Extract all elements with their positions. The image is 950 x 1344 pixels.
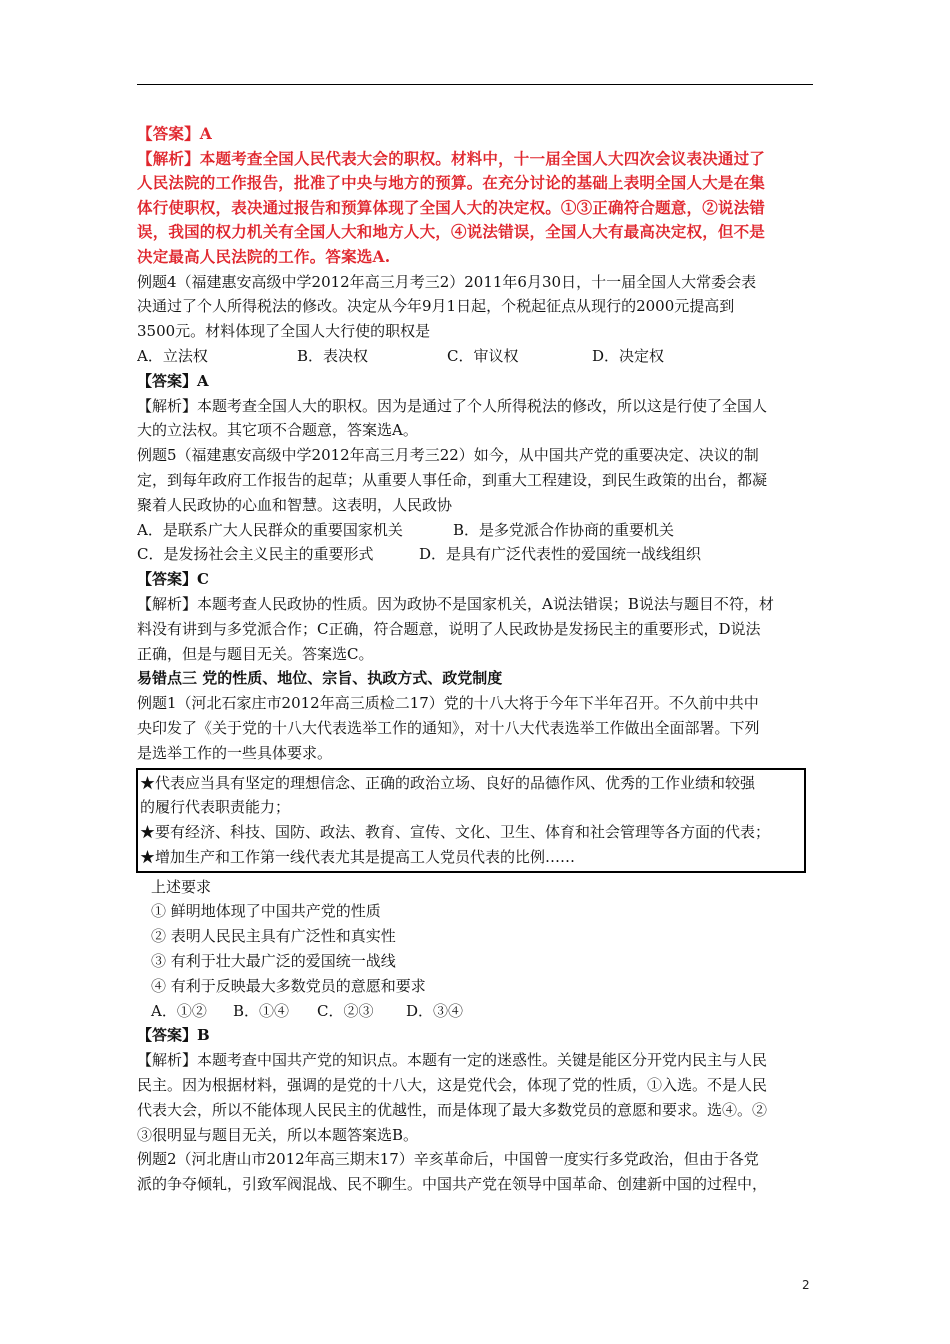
question-line: 央印发了《关于党的十八大代表选举工作的通知》，对十八大代表选举工作做出全面部署。下列 <box>137 718 760 737</box>
analysis-line: 正确，但是与题目无关。答案选C。 <box>137 644 374 663</box>
options-row <box>137 518 813 543</box>
analysis-line: 大的立法权。其它项不合题意，答案选A。 <box>137 421 418 440</box>
analysis-line: 误，我国的权力机关有全国人大和地方人大，④说法错误，全国人大有最高决定权，但不是 <box>137 222 766 242</box>
analysis-line: 【解析】本题考查人民政协的性质。因为政协不是国家机关，A说法错误；B说法与题目不符，材 <box>137 594 774 613</box>
option-d: D．是具有广泛代表性的爱国统一战线组织 <box>419 545 702 564</box>
analysis-line: 体行使职权，表决通过报告和预算体现了全国人大的决定权。①③正确符合题意，②说法错 <box>137 197 766 217</box>
question-line: 例题2（河北唐山市2012年高三期末17）辛亥革命后，中国曾一度实行多党政治，但由于各党 <box>137 1150 759 1169</box>
question-line: 定，到每年政府工作报告的起草；从重要人事任命，到重大工程建设，到民生政策的出台，都凝 <box>137 470 768 489</box>
analysis-line: 人民法院的工作报告，批准了中央与地方的预算。在充分讨论的基础上表明全国人大是在集 <box>137 173 766 193</box>
option-b: B．是多党派合作协商的重要机关 <box>453 520 675 539</box>
analysis-line: 【解析】本题考查中国共产党的知识点。本题有一定的迷惑性。关键是能区分开党内民主与人民 <box>137 1051 768 1070</box>
material-line: 的履行代表职责能力； <box>140 798 291 817</box>
example-1 <box>137 691 813 1147</box>
answer-label: 【答案】A <box>137 124 213 143</box>
option-d: D．③④ <box>406 1001 464 1020</box>
example-2 <box>137 1147 813 1197</box>
option-c: C．②③ <box>317 1001 374 1020</box>
question-line: 是选举工作的一些具体要求。 <box>137 743 333 762</box>
material-line: ★要有经济、科技、国防、政法、教育、宣传、文化、卫生、体育和社会管理等各方面的代表； <box>140 823 771 842</box>
previous-answer-block <box>137 122 813 270</box>
option-b: B．①④ <box>233 1001 290 1020</box>
question-line: 聚着人民政协的心血和智慧。这表明，人民政协 <box>137 495 453 514</box>
analysis-line: 【解析】本题考查全国人大的职权。因为是通过了个人所得税法的修改，所以这是行使了全国人 <box>137 396 768 415</box>
option-a: A．①② <box>151 1001 207 1020</box>
question-line: 3500元。材料体现了全国人大行使的职权是 <box>137 322 431 341</box>
option-b: B．表决权 <box>297 346 369 365</box>
question-line: 例题1（河北石家庄市2012年高三质检二17）党的十八大将于今年下半年召开。不久前中共中 <box>137 694 759 713</box>
option-d: D．决定权 <box>592 346 665 365</box>
question-line: 派的争夺倾轧，引致军阀混战、民不聊生。中国共产党在领导中国革命、创建新中国的过程中， <box>137 1175 768 1194</box>
material-box <box>136 768 806 873</box>
options-row <box>137 344 813 369</box>
statement: ④ 有利于反映最大多数党员的意愿和要求 <box>151 976 426 995</box>
page-number: 2 <box>802 1278 810 1292</box>
lead-text: 上述要求 <box>151 877 212 896</box>
section-title: 易错点三 党的性质、地位、宗旨、执政方式、政党制度 <box>137 669 503 688</box>
document-body <box>137 122 813 1197</box>
option-c: C．审议权 <box>447 346 519 365</box>
options-row <box>137 999 813 1024</box>
material-line: ★增加生产和工作第一线代表尤其是提高工人党员代表的比例…… <box>140 847 576 866</box>
answer-label: 【答案】C <box>137 570 209 589</box>
question-line: 决通过了个人所得税法的修改。决定从今年9月1日起，个税起征点从现行的2000元提高到 <box>137 297 735 316</box>
analysis-line: 民主。因为根据材料，强调的是党的十八大，这是党代会，体现了党的性质，①入选。不是人民 <box>137 1076 768 1095</box>
question-line: 例题4（福建惠安高级中学2012年高三月考三2）2011年6月30日，十一届全国人大常委会表 <box>137 272 757 291</box>
options-row <box>137 542 813 567</box>
option-c: C．是发扬社会主义民主的重要形式 <box>137 545 374 564</box>
analysis-line: 料没有讲到与多党派合作；C正确，符合题意，说明了人民政协是发扬民主的重要形式，D说法 <box>137 619 761 638</box>
option-a: A．立法权 <box>137 346 208 365</box>
example-4 <box>137 270 813 444</box>
answer-label: 【答案】A <box>137 371 209 390</box>
analysis-line: 决定最高人民法院的工作。答案选A. <box>137 246 391 266</box>
question-line: 例题5（福建惠安高级中学2012年高三月考三22）如今，从中国共产党的重要决定、决议的制 <box>137 446 759 465</box>
answer-label: 【答案】B <box>137 1026 210 1045</box>
option-a: A．是联系广大人民群众的重要国家机关 <box>137 520 403 539</box>
statement: ③ 有利于壮大最广泛的爱国统一战线 <box>151 952 396 971</box>
example-5 <box>137 443 813 666</box>
analysis-line: 代表大会，所以不能体现人民民主的优越性，而是体现了最大多数党员的意愿和要求。选④。② <box>137 1100 768 1119</box>
analysis-line: ③很明显与题目无关，所以本题答案选B。 <box>137 1125 419 1144</box>
analysis-line: 【解析】本题考查全国人民代表大会的职权。材料中，十一届全国人大四次会议表决通过了 <box>137 148 766 168</box>
statement: ② 表明人民民主具有广泛性和真实性 <box>151 927 396 946</box>
header-rule <box>137 84 813 85</box>
material-line: ★代表应当具有坚定的理想信念、正确的政治立场、良好的品德作风、优秀的工作业绩和较强 <box>140 773 756 792</box>
statement: ① 鲜明地体现了中国共产党的性质 <box>151 902 381 921</box>
